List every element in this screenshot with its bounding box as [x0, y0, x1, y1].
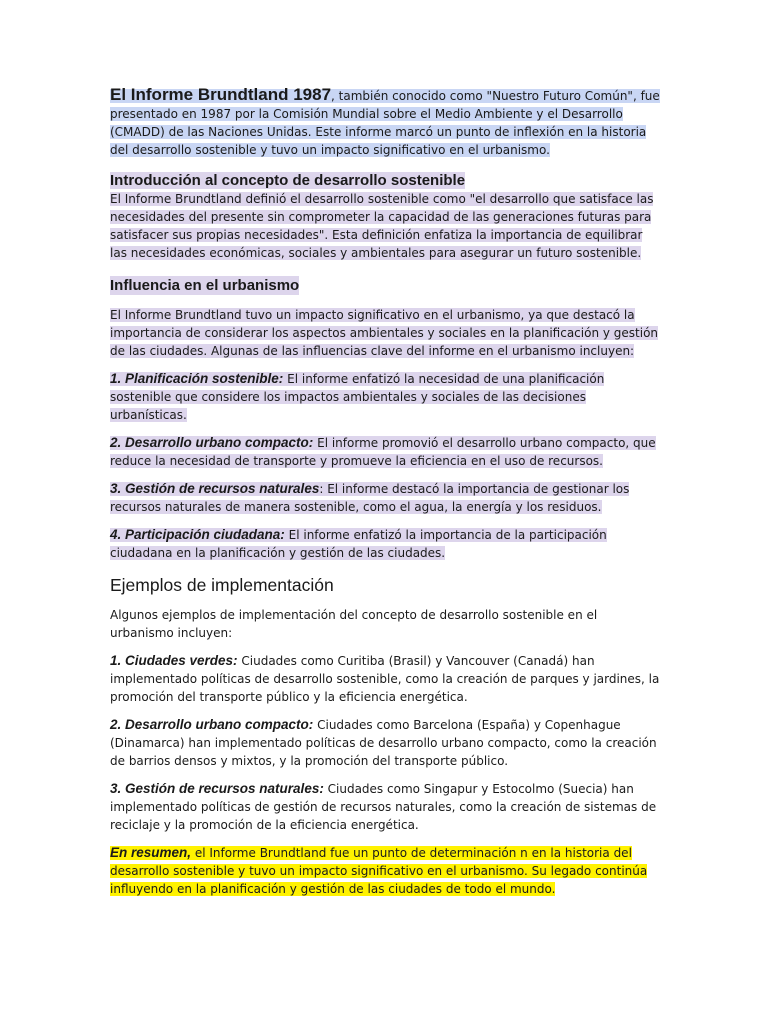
section3-paragraph: Algunos ejemplos de implementación del concepto de desarrollo sostenible en el urbanismo incluyen: — [110, 608, 598, 640]
influence-item-label: 3. Gestión de recursos naturales — [110, 481, 320, 496]
example-item-label: 2. Desarrollo urbano compacto: — [110, 717, 314, 732]
document-title: El Informe Brundtland 1987 — [110, 85, 332, 104]
document-page — [110, 86, 660, 898]
conclusion-paragraph — [110, 844, 660, 898]
influence-item-text: El informe promovió el desarrollo urbano compacto, que reduce la necesidad de transporte y promueve la eficiencia en el uso de recursos. — [110, 436, 656, 468]
section2-heading: Influencia en el urbanismo — [110, 277, 300, 294]
section3-heading: Ejemplos de implementación — [110, 575, 334, 595]
section-influencia — [110, 275, 660, 562]
example-item-text: Ciudades como Singapur y Estocolmo (Suecia) han implementado políticas de gestión de recursos naturales, como la creación de sistemas de reciclaje y la promoción de la eficiencia energética. — [110, 782, 657, 832]
intro-text: , también conocido como "Nuestro Futuro Común", fue presentado en 1987 por la Comisión Mundial sobre el Medio Ambiente y el Desarrollo (CMADD) de las Naciones Unidas. Este informe marcó un punto de inflexión en la historia del desarrollo sostenible y tuvo un impacto significativo en el urbanismo. — [110, 89, 660, 157]
example-item-label: 3. Gestión de recursos naturales: — [110, 781, 324, 796]
conclusion-text: el Informe Brundtland fue un punto de determinación n en la historia del desarrollo sostenible y tuvo un impacto significativo en el urbanismo. Su legado continúa influyendo en la planificación y gestión de las ciudades de todo el mundo. — [110, 846, 648, 896]
section2-text: El Informe Brundtland tuvo un impacto significativo en el urbanismo, ya que destacó la importancia de considerar los aspectos ambientales y sociales en la planificación y gestión de las ciudades. Algunas de las influencias clave del informe en el urbanismo incluyen: — [110, 308, 659, 358]
influence-item-label: 4. Participación ciudadana: — [110, 527, 285, 542]
example-item-text: Ciudades como Curitiba (Brasil) y Vancouver (Canadá) han implementado políticas de desarrollo sostenible, como la creación de parques y jardines, la promoción del transporte público y la eficiencia energética. — [110, 654, 660, 704]
influence-item-text: El informe enfatizó la importancia de la participación ciudadana en la planificación y gestión de las ciudades. — [110, 528, 607, 560]
conclusion-label: En resumen, — [110, 845, 192, 860]
influence-item — [110, 526, 660, 562]
section1-paragraph — [110, 190, 660, 262]
section1-heading: Introducción al concepto de desarrollo sostenible — [110, 172, 466, 189]
influence-item-text: El informe enfatizó la necesidad de una planificación sostenible que considere los impactos ambientales y sociales de las decisiones urbanísticas. — [110, 372, 605, 422]
example-item-text: Ciudades como Barcelona (España) y Copenhague (Dinamarca) han implementado políticas de desarrollo urbano compacto, como la creación de barrios densos y mixtos, y la promoción del transporte público. — [110, 718, 657, 768]
section-ejemplos — [110, 574, 660, 834]
influence-item — [110, 480, 660, 516]
influence-item-label: 2. Desarrollo urbano compacto: — [110, 435, 314, 450]
section-introduccion — [110, 170, 660, 262]
influence-item-label: 1. Planificación sostenible: — [110, 371, 284, 386]
example-item — [110, 652, 660, 706]
section1-text: El Informe Brundtland definió el desarrollo sostenible como "el desarrollo que satisface las necesidades del presente sin comprometer la capacidad de las generaciones futuras para satisfacer sus propias necesidades". Esta definición enfatiza la importancia de equilibrar las necesidades económicas, sociales y ambientales para asegurar un futuro sostenible. — [110, 192, 654, 260]
influence-item — [110, 370, 660, 424]
section2-paragraph — [110, 306, 660, 360]
influence-item-text: : El informe destacó la importancia de gestionar los recursos naturales de manera sostenible, como el agua, la energía y los residuos. — [110, 482, 630, 514]
intro-paragraph — [110, 86, 660, 159]
influence-item — [110, 434, 660, 470]
intro-highlight — [110, 85, 660, 157]
example-item — [110, 780, 660, 834]
example-item-label: 1. Ciudades verdes: — [110, 653, 238, 668]
example-item — [110, 716, 660, 770]
